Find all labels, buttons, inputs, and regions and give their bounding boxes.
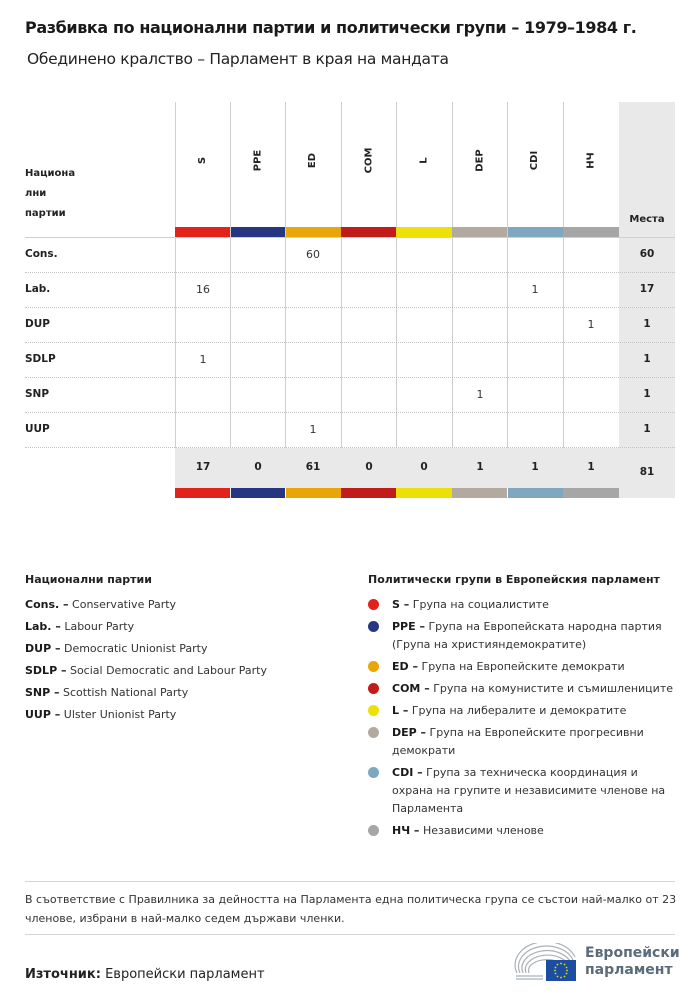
legend-item [25, 620, 134, 633]
cell-value: 1 [309, 423, 317, 436]
national-parties-legend-title: Национални партии [25, 573, 152, 586]
cell-value: 60 [306, 248, 320, 261]
source-label: Източник: [25, 967, 101, 982]
source-value: Европейски парламент [105, 967, 265, 982]
column-header-nch [563, 125, 619, 195]
seats-value: 1 [643, 318, 651, 330]
color-bar-dep [452, 227, 507, 237]
legend-item [392, 658, 682, 676]
color-bar-l [396, 227, 452, 237]
legend-abbr: UUP – [25, 708, 61, 721]
column-header-com [341, 125, 397, 195]
legend-item [25, 708, 176, 721]
column-label: ED [307, 152, 319, 168]
legend-item [392, 764, 682, 818]
legend-name: Група на Европейските прогресивни демократи [392, 726, 644, 757]
total-dep: 1 [476, 461, 484, 473]
total-l: 0 [420, 461, 428, 473]
legend-name: Група на либералите и демократите [411, 704, 627, 717]
color-bar-ppe [231, 227, 285, 237]
column-label: PPE [252, 149, 264, 171]
logo-line-1: Европейски [585, 945, 680, 961]
column-label: DEP [474, 148, 486, 172]
european-parliament-logo [513, 943, 683, 983]
cell-value: 1 [199, 353, 207, 366]
legend-dot-icon [368, 683, 379, 694]
legend-abbr: Cons. – [25, 598, 69, 611]
column-label: L [418, 156, 430, 164]
seats-value: 60 [639, 248, 655, 260]
column-header-dep [452, 125, 508, 195]
legend-item [392, 596, 682, 614]
column-label: COM [363, 147, 375, 173]
seats-column-background [619, 102, 675, 498]
seats-column-header: Места [629, 214, 665, 225]
total-com: 0 [365, 461, 373, 473]
legend-name: Група на Европейската народна партия (Група на християндемократите) [392, 620, 662, 651]
row-divider [25, 272, 675, 273]
color-bar-ed [286, 227, 341, 237]
header-line-1: Национа [25, 168, 76, 179]
legend-item [25, 642, 207, 655]
row-divider [25, 307, 675, 308]
row-label: SDLP [25, 353, 56, 365]
legend-abbr: НЧ – [392, 824, 420, 837]
row-label: Cons. [25, 248, 58, 260]
legend-name: Social Democratic and Labour Party [69, 664, 267, 677]
seats-value: 17 [639, 283, 655, 295]
legend-abbr: L – [392, 704, 409, 717]
legend-item [392, 618, 682, 654]
legend-item [392, 724, 682, 760]
political-groups-legend-title: Политически групи в Европейския парламент [368, 573, 660, 586]
color-bar-com [341, 488, 396, 498]
total-cdi: 1 [531, 461, 539, 473]
color-bar-s [175, 488, 230, 498]
legend-item [25, 664, 267, 677]
header-line-3: партии [25, 208, 66, 219]
row-divider [25, 377, 675, 378]
legend-dot-icon [368, 621, 379, 632]
legend-abbr: COM – [392, 682, 430, 695]
legend-item [392, 680, 682, 698]
cell-value: 16 [196, 283, 210, 296]
header-divider [25, 237, 675, 238]
source-line [25, 967, 265, 982]
legend-item [25, 686, 188, 699]
seats-value: 1 [643, 353, 651, 365]
legend-item [392, 702, 682, 720]
legend-name: Независими членове [422, 824, 544, 837]
legend-abbr: PPE – [392, 620, 425, 633]
footer-divider [25, 934, 675, 935]
legend-dot-icon [368, 767, 379, 778]
row-label: UUP [25, 423, 50, 435]
row-label: SNP [25, 388, 50, 400]
legend-name: Labour Party [64, 620, 135, 633]
hemicycle-icon [513, 943, 579, 983]
legend-abbr: SDLP – [25, 664, 67, 677]
color-bar-cdi [508, 488, 563, 498]
legend-dot-icon [368, 661, 379, 672]
column-label: НЧ [585, 151, 597, 169]
cell-value: 1 [476, 388, 484, 401]
legend-name: Conservative Party [72, 598, 177, 611]
total-ed: 61 [305, 461, 321, 473]
legend-abbr: CDI – [392, 766, 423, 779]
legend-name: Група на социалистите [412, 598, 549, 611]
legend-abbr: S – [392, 598, 410, 611]
cell-value: 1 [587, 318, 595, 331]
chart-title: Разбивка по национални партии и политически групи – 1979–1984 г. [25, 18, 637, 37]
seats-value: 1 [643, 423, 651, 435]
color-bar-nch [563, 488, 619, 498]
row-divider [25, 447, 675, 448]
legend-dot-icon [368, 727, 379, 738]
color-bar-l [396, 488, 452, 498]
color-bar-com [341, 227, 396, 237]
grand-total: 81 [639, 466, 655, 478]
seats-value: 1 [643, 388, 651, 400]
column-header-l [396, 125, 452, 195]
legend-dot-icon [368, 705, 379, 716]
legend-dot-icon [368, 825, 379, 836]
column-header-cdi [507, 125, 563, 195]
row-divider [25, 412, 675, 413]
header-line-2: лни [25, 188, 47, 199]
legend-name: Група за техническа координация и охрана на групите и независимите членове на Парламента [392, 766, 666, 815]
legend-abbr: ED – [392, 660, 418, 673]
legend-item [25, 598, 176, 611]
legend-name: Democratic Unionist Party [63, 642, 208, 655]
legend-name: Ulster Unionist Party [63, 708, 177, 721]
column-header-ed [285, 125, 341, 195]
legend-name: Група на комунистите и съмишлениците [433, 682, 673, 695]
legend-abbr: DUP – [25, 642, 61, 655]
total-nch: 1 [587, 461, 595, 473]
column-label: S [197, 156, 209, 164]
legend-name: Scottish National Party [63, 686, 189, 699]
footer-divider [25, 881, 675, 882]
color-bar-ed [286, 488, 341, 498]
logo-text [585, 945, 680, 979]
legend-name: Група на Европейските демократи [421, 660, 625, 673]
cell-value: 1 [531, 283, 539, 296]
logo-line-2: парламент [585, 962, 673, 978]
chart-subtitle: Обединено кралство – Парламент в края на мандата [27, 50, 449, 68]
footnote: В съответствие с Правилника за дейността на Парламента една политическа група се състои най-малко от 23 членове, избрани в най-малко седем държави членки. [25, 893, 677, 925]
legend-abbr: DEP – [392, 726, 427, 739]
color-bar-dep [452, 488, 507, 498]
color-bar-s [175, 227, 230, 237]
total-ppe: 0 [254, 461, 262, 473]
national-parties-header [25, 164, 75, 224]
legend-abbr: Lab. – [25, 620, 61, 633]
row-label: Lab. [25, 283, 51, 295]
color-bar-cdi [508, 227, 563, 237]
row-label: DUP [25, 318, 50, 330]
column-header-ppe [230, 125, 286, 195]
color-bar-ppe [231, 488, 285, 498]
legend-abbr: SNP – [25, 686, 60, 699]
row-divider [25, 342, 675, 343]
total-s: 17 [195, 461, 211, 473]
legend-item [392, 822, 682, 840]
column-label: CDI [529, 150, 541, 170]
legend-dot-icon [368, 599, 379, 610]
column-header-s [175, 125, 231, 195]
color-bar-nch [563, 227, 619, 237]
